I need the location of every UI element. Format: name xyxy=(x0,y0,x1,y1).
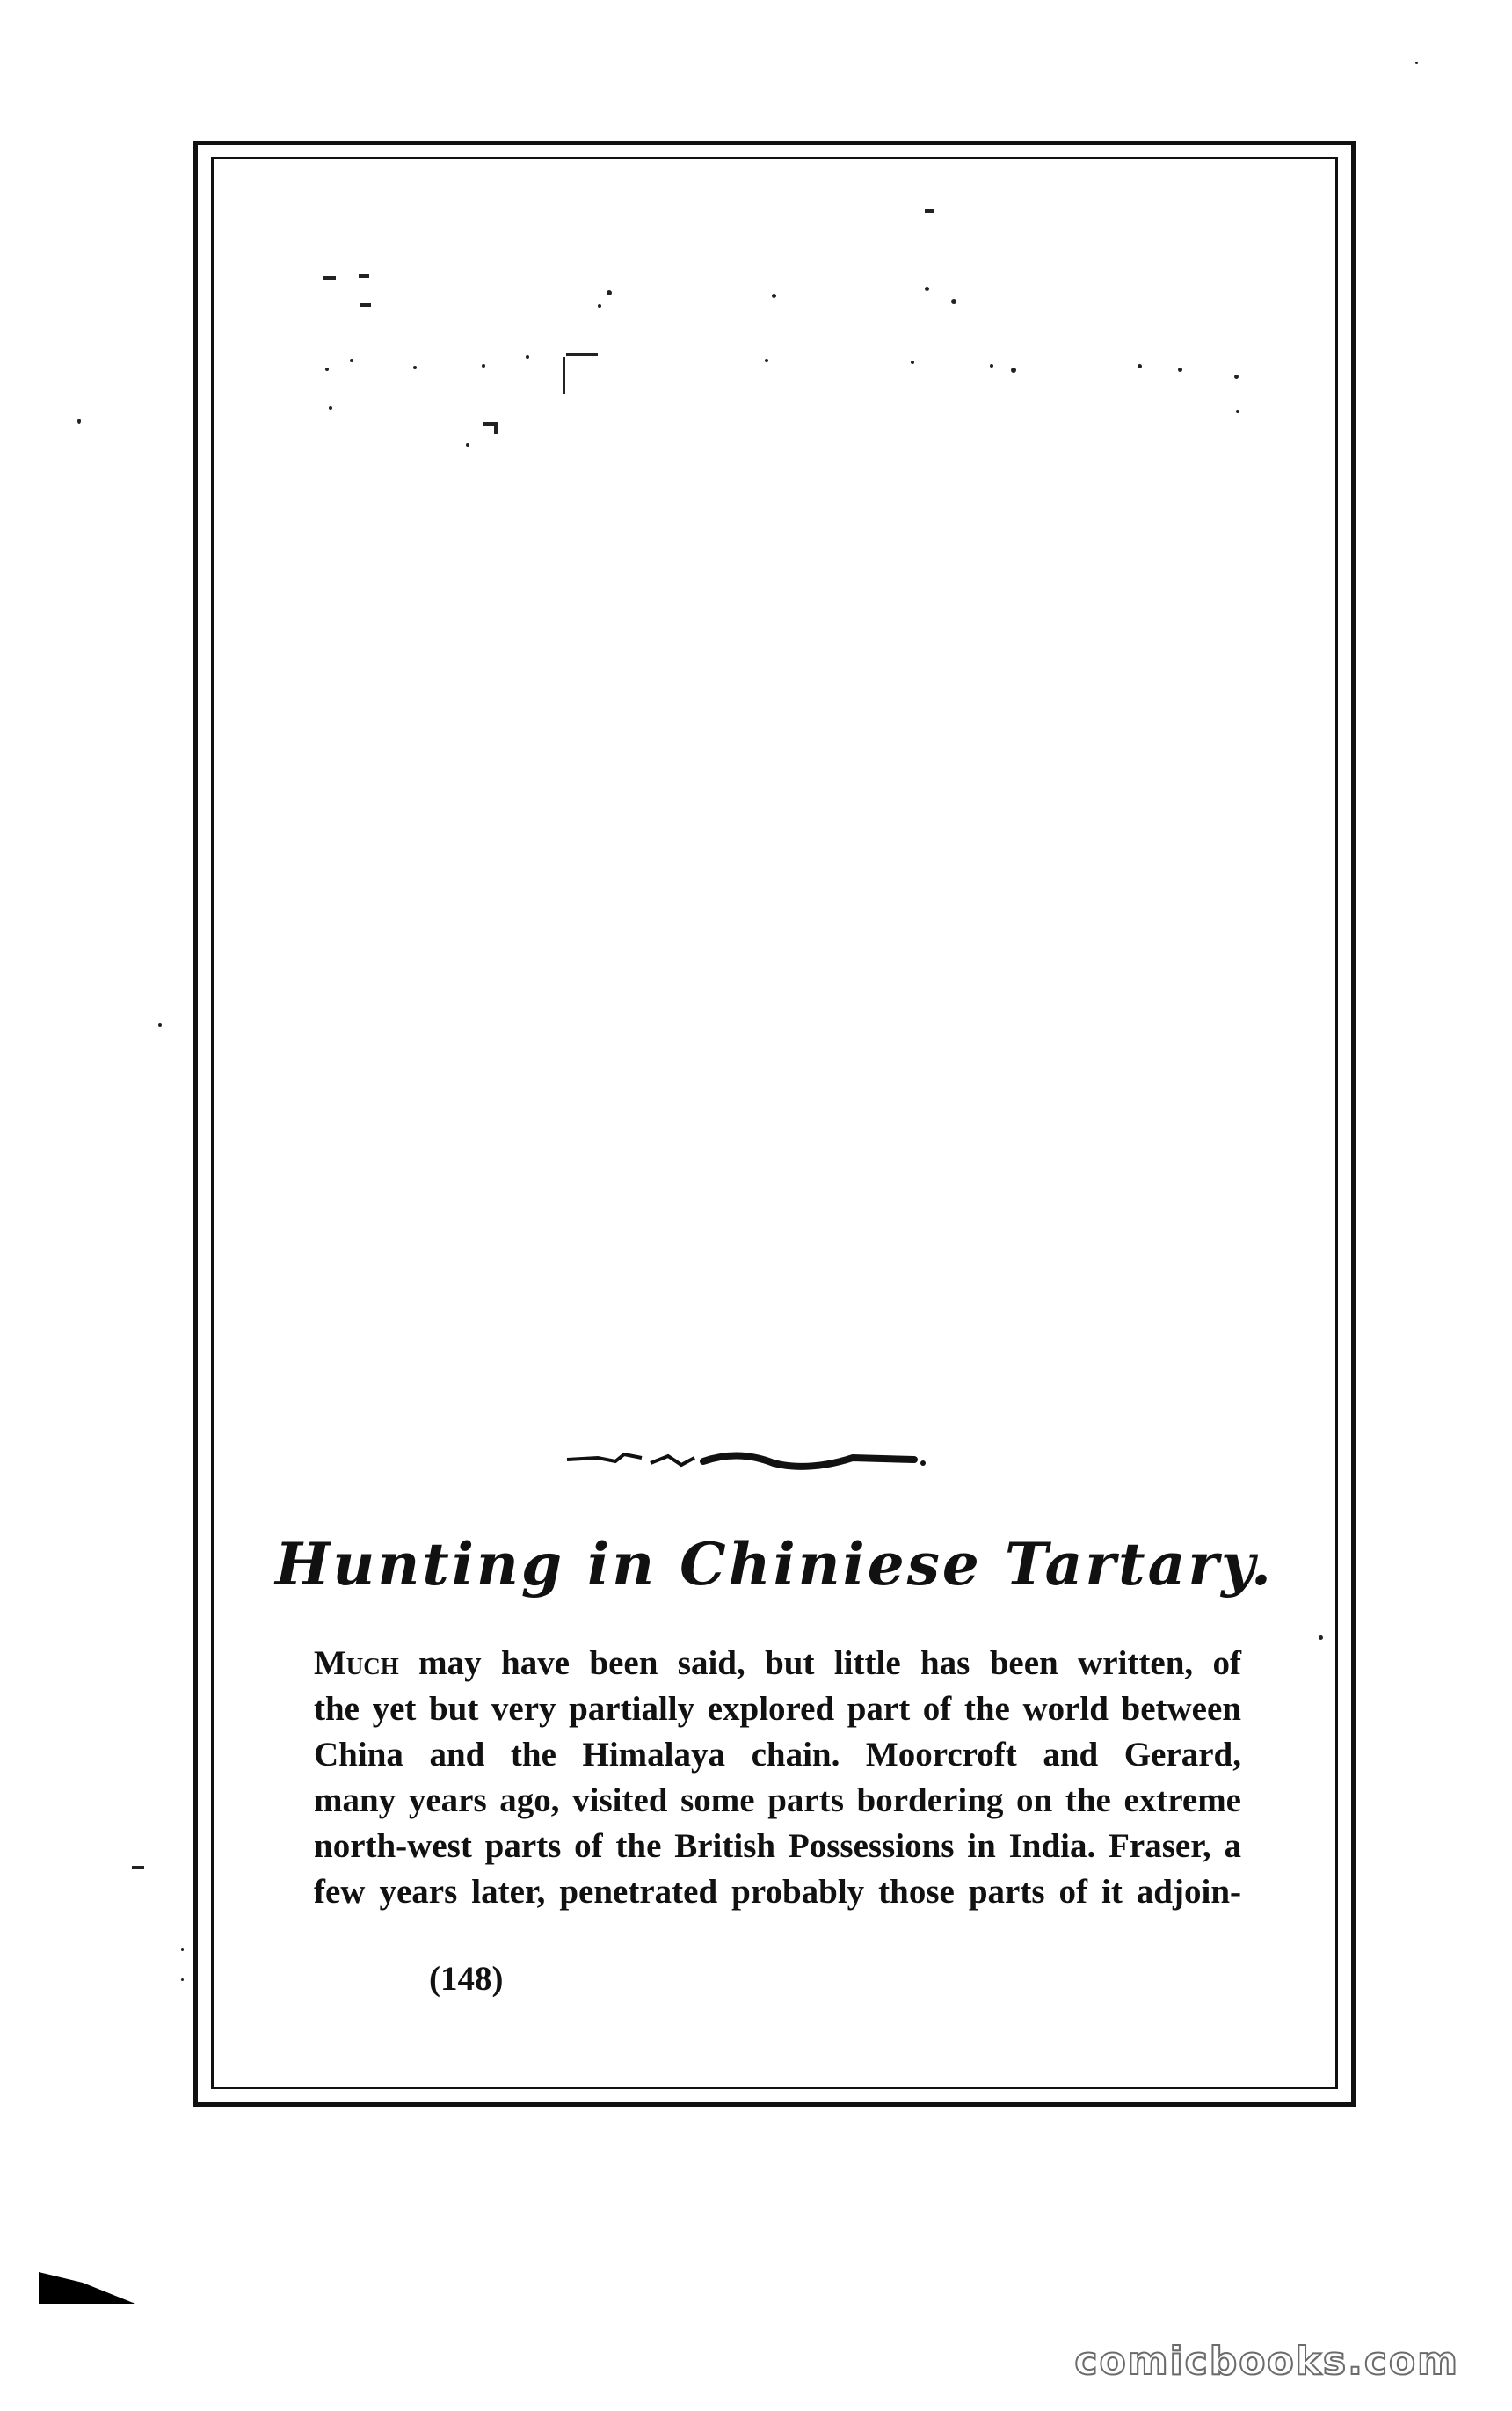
page-number: (148) xyxy=(429,1960,504,1998)
chapter-title: Hunting in Chiniese Tartary. xyxy=(275,1530,1274,1599)
text-line: the yet but very partially explored part of the world between xyxy=(314,1690,1241,1728)
lead-word: Much xyxy=(314,1644,399,1682)
ornament-rule xyxy=(563,1442,932,1477)
text-line: north-west parts of the British Possessions in India. Fraser, a xyxy=(314,1827,1241,1865)
watermark: comicbooks.com xyxy=(1074,2339,1459,2384)
corner-mark xyxy=(39,2270,135,2305)
text-line-rest: may have been said, but little has been written, of xyxy=(398,1644,1241,1682)
text-line: China and the Himalaya chain. Moorcroft and Gerard, xyxy=(314,1736,1241,1774)
text-line: few years later, penetrated probably those parts of it adjoin- xyxy=(314,1873,1241,1911)
text-line: many years ago, visited some parts bordering on the extreme xyxy=(314,1781,1241,1819)
body-paragraph xyxy=(314,1641,1241,1915)
text-line xyxy=(314,1641,1241,1686)
